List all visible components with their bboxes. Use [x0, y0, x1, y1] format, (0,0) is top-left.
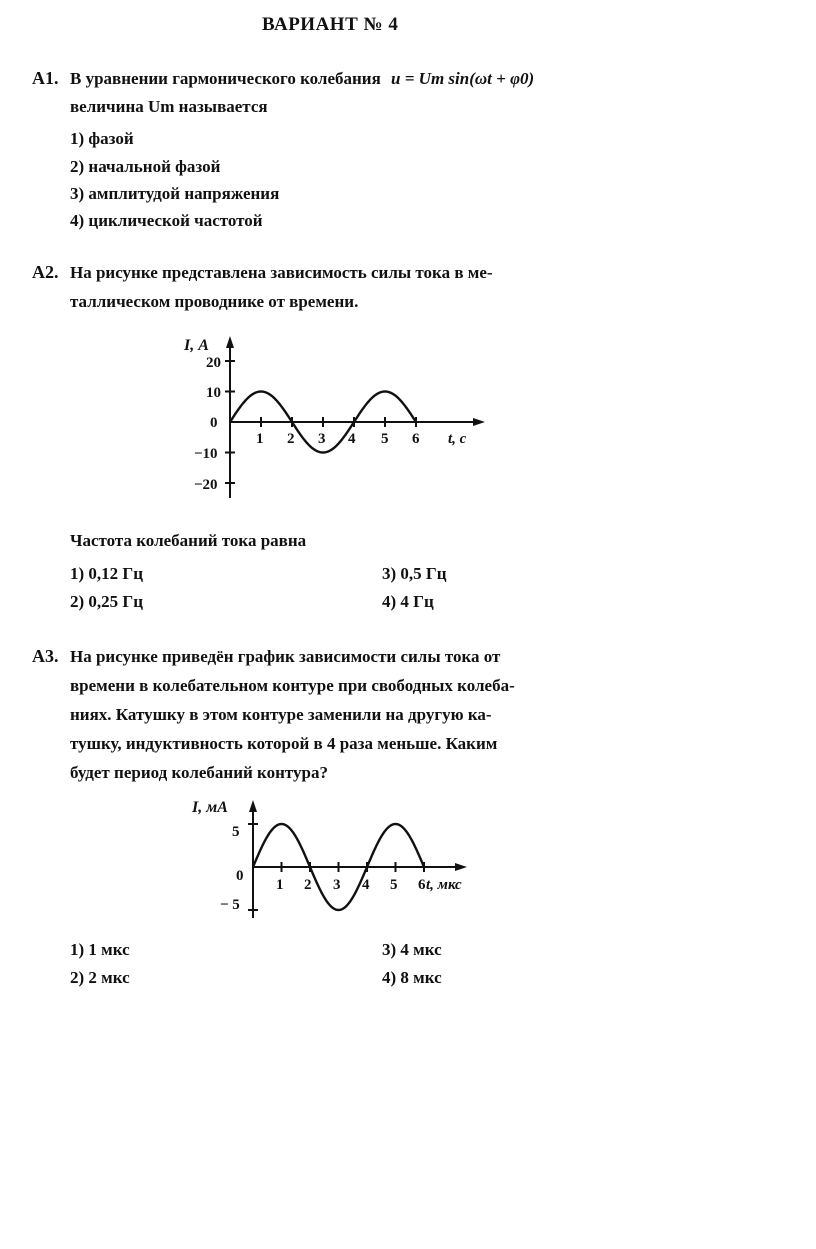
page-title: ВАРИАНТ № 4	[262, 14, 399, 35]
current-graph-1	[170, 328, 490, 508]
question-text-line: будет период колебаний контура?	[70, 763, 328, 782]
y-tick-label: 20	[206, 355, 221, 371]
question-prompt: Частота колебаний тока равна	[70, 531, 307, 550]
question-text: В уравнении гармонического колебания	[70, 69, 381, 88]
y-axis-arrow	[249, 800, 257, 812]
x-tick-label: 6	[418, 877, 426, 893]
y-tick-label: 0	[236, 868, 244, 884]
question-text-line: На рисунке представлена зависимость силы тока в ме-	[70, 263, 493, 282]
x-axis-arrow	[455, 863, 467, 871]
x-tick-label: 2	[287, 431, 295, 447]
y-tick-label: − 5	[220, 897, 240, 913]
y-axis-label: I, мА	[192, 799, 228, 816]
y-tick-label: −10	[194, 446, 218, 462]
answer-option: 2) 0,25 Гц	[70, 592, 144, 611]
question-text-line	[70, 69, 534, 89]
answer-option: 3) 0,5 Гц	[382, 564, 447, 583]
question-text-line: На рисунке приведён график зависимости силы тока от	[70, 647, 501, 666]
current-graph-2	[180, 788, 510, 928]
x-tick-label: 1	[256, 431, 264, 447]
x-tick-label: 2	[304, 877, 312, 893]
x-tick-label: 4	[362, 877, 370, 893]
y-tick-label: 5	[232, 824, 240, 840]
x-tick-label: 3	[318, 431, 326, 447]
x-tick-label: 1	[276, 877, 284, 893]
y-axis-label: I, А	[184, 337, 209, 354]
x-tick-label: 6	[412, 431, 420, 447]
x-axis-label: t, с	[448, 431, 467, 447]
answer-option: 2) 2 мкс	[70, 968, 130, 987]
answer-option: 2) начальной фазой	[70, 157, 221, 176]
question-number: А1.	[32, 68, 59, 88]
question-number: А3.	[32, 646, 59, 666]
axes	[249, 800, 467, 918]
question-text-line: тушку, индуктивность которой в 4 раза меньше. Каким	[70, 734, 498, 753]
answer-option: 1) фазой	[70, 129, 134, 148]
answer-option: 1) 0,12 Гц	[70, 564, 144, 583]
y-tick-label: −20	[194, 477, 218, 493]
answer-option: 3) 4 мкс	[382, 940, 442, 959]
x-tick-label: 5	[390, 877, 398, 893]
question-text-line: величина Um называется	[70, 97, 268, 116]
x-tick-label: 4	[348, 431, 356, 447]
x-tick-label: 3	[333, 877, 341, 893]
x-tick-label: 5	[381, 431, 389, 447]
answer-option: 3) амплитудой напряжения	[70, 184, 280, 203]
question-text-line: времени в колебательном контуре при свободных колеба-	[70, 676, 515, 695]
answer-option: 1) 1 мкс	[70, 940, 130, 959]
y-tick-label: 10	[206, 385, 221, 401]
answer-option: 4) циклической частотой	[70, 211, 263, 230]
x-axis-arrow	[473, 418, 485, 426]
axes	[226, 336, 485, 498]
formula: u = Um sin(ωt + φ0)	[391, 69, 535, 88]
question-number: А2.	[32, 262, 59, 282]
question-text-line: ниях. Катушку в этом контуре заменили на другую ка-	[70, 705, 492, 724]
question-text-line: таллическом проводнике от времени.	[70, 292, 359, 311]
y-axis-arrow	[226, 336, 234, 348]
x-axis-label: t, мкс	[426, 877, 462, 893]
answer-option: 4) 4 Гц	[382, 592, 434, 611]
answer-option: 4) 8 мкс	[382, 968, 442, 987]
y-tick-label: 0	[210, 415, 218, 431]
